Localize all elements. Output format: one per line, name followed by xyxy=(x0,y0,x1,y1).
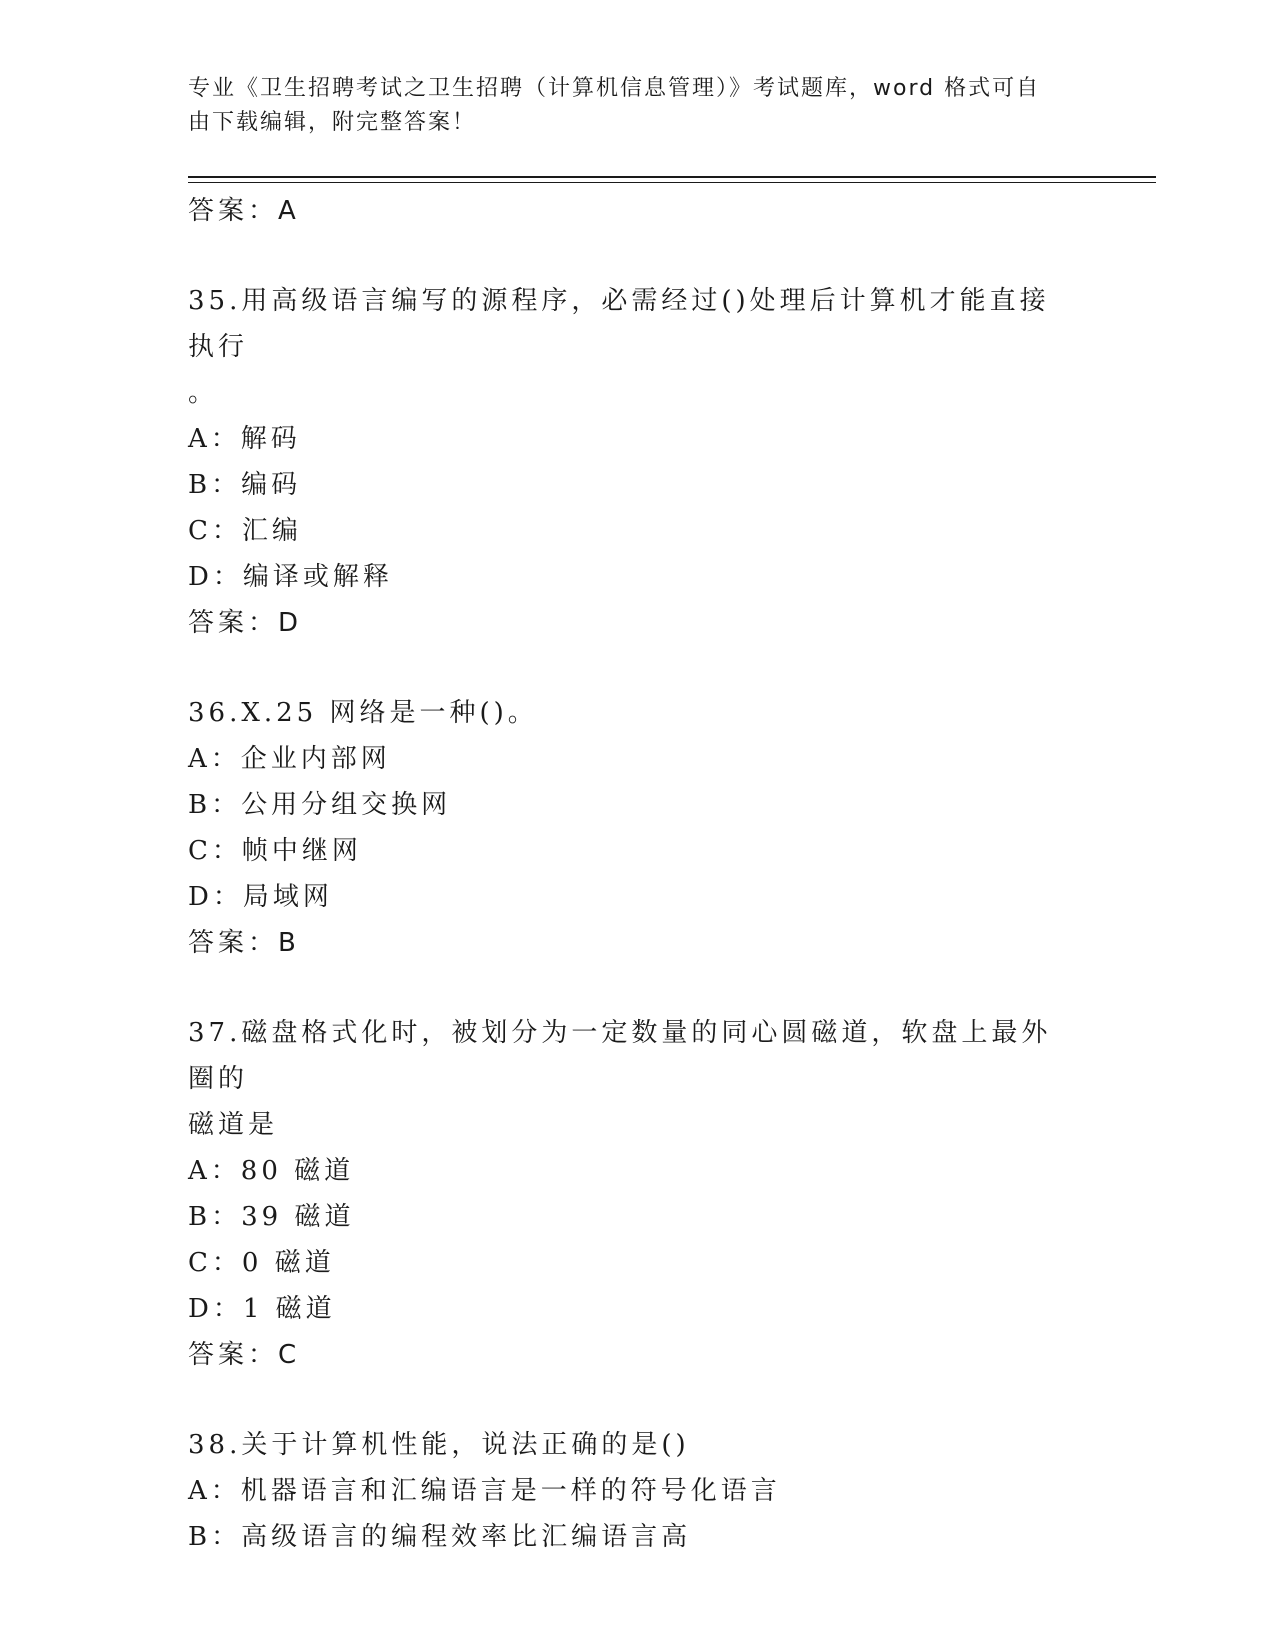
question-text: 36.X.25 网络是一种()。 xyxy=(188,698,538,728)
option-a: A：80 磁道 xyxy=(188,1156,355,1186)
option-b: B：公用分组交换网 xyxy=(188,790,452,820)
option-c: C：汇编 xyxy=(188,516,302,546)
option-a: A：解码 xyxy=(188,424,301,454)
header-divider-thin xyxy=(188,182,1156,183)
option-d: D：1 磁道 xyxy=(188,1294,336,1324)
question-35 xyxy=(188,278,1078,646)
question-text-continued: 磁道是 xyxy=(188,1110,279,1140)
option-d: D：编译或解释 xyxy=(188,562,393,592)
header-line-2: 由下载编辑，附完整答案！ xyxy=(188,110,477,135)
option-b: B：39 磁道 xyxy=(188,1202,355,1232)
option-a: A：机器语言和汇编语言是一样的符号化语言 xyxy=(188,1476,781,1506)
answer-label: 答案：A xyxy=(188,196,300,226)
question-text-continued: 。 xyxy=(188,378,219,408)
question-text: 38.关于计算机性能，说法正确的是() xyxy=(188,1430,690,1460)
answer-label: 答案：D xyxy=(188,608,303,638)
option-c: C：帧中继网 xyxy=(188,836,362,866)
question-text: 37.磁盘格式化时，被划分为一定数量的同心圆磁道，软盘上最外圈的 xyxy=(188,1018,1052,1094)
answer-label: 答案：B xyxy=(188,928,300,958)
question-37 xyxy=(188,1010,1078,1378)
answer-label: 答案：C xyxy=(188,1340,301,1370)
question-list xyxy=(188,188,1078,1560)
document-header xyxy=(188,72,1068,140)
header-line-1: 专业《卫生招聘考试之卫生招聘（计算机信息管理）》考试题库，word 格式可自 xyxy=(188,76,1041,101)
header-divider-thick xyxy=(188,176,1156,178)
question-38 xyxy=(188,1422,1078,1560)
question-36 xyxy=(188,690,1078,966)
option-d: D：局域网 xyxy=(188,882,333,912)
option-b: B：高级语言的编程效率比汇编语言高 xyxy=(188,1522,692,1552)
option-a: A：企业内部网 xyxy=(188,744,391,774)
option-b: B：编码 xyxy=(188,470,302,500)
option-c: C：0 磁道 xyxy=(188,1248,335,1278)
question-text: 35.用高级语言编写的源程序，必需经过()处理后计算机才能直接执行 xyxy=(188,286,1050,362)
